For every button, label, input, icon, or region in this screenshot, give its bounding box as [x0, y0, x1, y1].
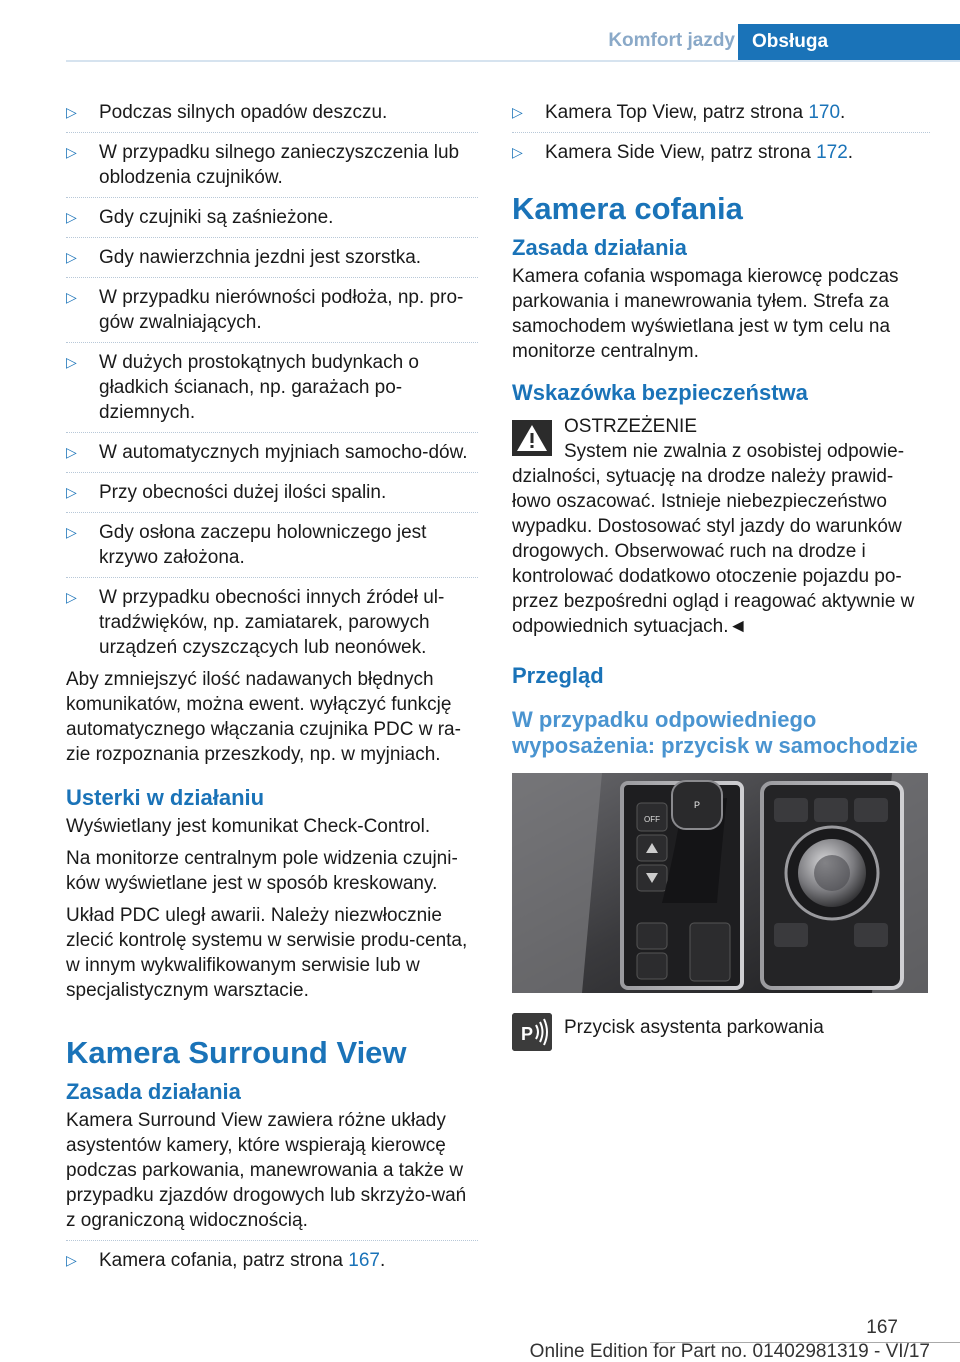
paragraph-pdc-failure: Układ PDC uległ awarii. Należy niezwłocznie zlecić kontrolę systemu w serwisie produ‐centa, w innym wykwalifikowanym serwisie lub w specjalistycznym warsztacie. [66, 905, 468, 1001]
triangle-bullet-icon: ▷ [66, 144, 77, 160]
warning-triangle-icon [512, 420, 552, 456]
heading-rear-camera: Kamera cofania [512, 191, 743, 226]
triangle-bullet-icon: ▷ [66, 444, 77, 460]
heading-principle: Zasada działania [512, 235, 687, 260]
page-header [66, 24, 960, 62]
conditions-list [66, 100, 478, 660]
paragraph-surround-desc: Kamera Surround View zawiera różne układy asystentów kamery, które wspierają kierowcę podczas parkowania, manewrowania a także w przypadku zjazdów drogowych lub skrzyżo‐wań z ograniczoną widocznością. [66, 1110, 467, 1231]
section-tab-obsluga[interactable]: Obsługa [738, 24, 960, 62]
camera-list [512, 100, 930, 165]
list-item: ▷ W dużych prostokątnych budynkach o gładkich ścianach, np. garażach po‐dziemnych. [66, 342, 478, 425]
off-button-label: OFF [644, 815, 660, 824]
surround-list [66, 1240, 478, 1273]
warning-block [512, 414, 930, 639]
list-item: ▷ Kamera Top View, patrz strona 170. [512, 102, 846, 123]
page-number: 167 [866, 1317, 898, 1338]
pdc-button-row [512, 1011, 930, 1051]
heading-surround-view: Kamera Surround View [66, 1035, 407, 1070]
list-item: ▷ W przypadku obecności innych źródeł ul‐tradźwięków, np. zamiatarek, parowych urządzeń czyszczących lub neonówek. [66, 577, 478, 660]
list-item: ▷ Gdy czujniki są zaśnieżone. [66, 197, 478, 230]
center-console-photo [512, 773, 928, 993]
park-assist-button-label: Przycisk asystenta parkowania [564, 1017, 824, 1038]
triangle-bullet-icon: ▷ [66, 589, 77, 605]
warning-text: System nie zwalnia z osobistej odpowie‐dzialności, sytuację na drodze należy prawid‐łowo oszacować. Istnieje niebezpieczeństwo wypadku. Dostosować styl jazdy do warunków drogowych. Obserwować ruch na drodze i kontrolować dodatkowo otoczenie pojazdu po‐przez bezpośredni ogląd i reagować aktywnie w odpowiednich sytuacjach.◄ [512, 441, 915, 637]
triangle-bullet-icon: ▷ [66, 209, 77, 225]
triangle-bullet-icon: ▷ [512, 144, 523, 160]
triangle-bullet-icon: ▷ [66, 289, 77, 305]
paragraph-rear-desc: Kamera cofania wspomaga kierowcę podczas parkowania i manewrowania tyłem. Strefa za samochodem wyświetlana jest w tym celu na monitorze centralnym. [512, 266, 899, 362]
page-link[interactable]: 172 [816, 142, 848, 163]
triangle-bullet-icon: ▷ [66, 524, 77, 540]
left-column [66, 100, 478, 1280]
list-item: ▷ Gdy osłona zaczepu holowniczego jest krzywo założona. [66, 512, 478, 570]
header-divider [66, 60, 960, 62]
park-assist-button-icon[interactable] [512, 1013, 552, 1051]
paragraph-monitor: Na monitorze centralnym pole widzenia czujni‐ków wyświetlane jest w sposób kreskowany. [66, 848, 458, 894]
heading-safety: Wskazówka bezpieczeństwa [512, 380, 808, 405]
list-item: ▷ Przy obecności dużej ilości spalin. [66, 472, 478, 505]
page-link[interactable]: 170 [808, 102, 841, 123]
heading-malfunction: Usterki w działaniu [66, 785, 265, 810]
list-item: ▷ W przypadku silnego zanieczyszczenia lub oblodzenia czujników. [66, 132, 478, 190]
triangle-bullet-icon: ▷ [66, 484, 77, 500]
paragraph-check-control: Wyświetlany jest komunikat Check-Control. [66, 816, 431, 837]
triangle-bullet-icon: ▷ [66, 354, 77, 370]
list-item: ▷ Kamera cofania, patrz strona 167. [66, 1250, 386, 1271]
heading-overview: Przegląd [512, 663, 604, 688]
edition-footer: Online Edition for Part no. 01402981319 - VI/17 [529, 1341, 930, 1362]
list-item: ▷ W przypadku nierówności podłoża, np. pro‐gów zwalniających. [66, 277, 478, 335]
triangle-bullet-icon: ▷ [66, 1252, 77, 1268]
list-item: ▷ Podczas silnych opadów deszczu. [66, 102, 388, 123]
list-item: ▷ Gdy nawierzchnia jezdni jest szorstka. [66, 237, 478, 270]
paragraph-false-messages: Aby zmniejszyć ilość nadawanych błędnych komunikatów, można ewent. wyłączyć funkcję automatycznego włączania czujnika PDC w ra‐zie rozpoznania przeszkody, np. w myjniach. [66, 669, 461, 765]
list-item: ▷ Kamera Side View, patrz strona 172. [512, 132, 930, 165]
triangle-bullet-icon: ▷ [66, 249, 77, 265]
svg-text:P: P [521, 1024, 534, 1044]
heading-principle: Zasada działania [66, 1079, 241, 1104]
list-item: ▷ W automatycznych myjniach samocho‐dów. [66, 432, 478, 465]
section-tab-comfort[interactable]: Komfort jazdy [608, 30, 735, 51]
triangle-bullet-icon: ▷ [512, 104, 523, 120]
right-column [512, 100, 930, 1051]
heading-equipment: W przypadku odpowiedniego wyposażenia: przycisk w samochodzie [512, 707, 918, 758]
warning-title: OSTRZEŻENIE [564, 416, 698, 437]
page-link[interactable]: 167 [348, 1250, 380, 1271]
park-button-label: P [693, 800, 701, 810]
triangle-bullet-icon: ▷ [66, 104, 77, 120]
